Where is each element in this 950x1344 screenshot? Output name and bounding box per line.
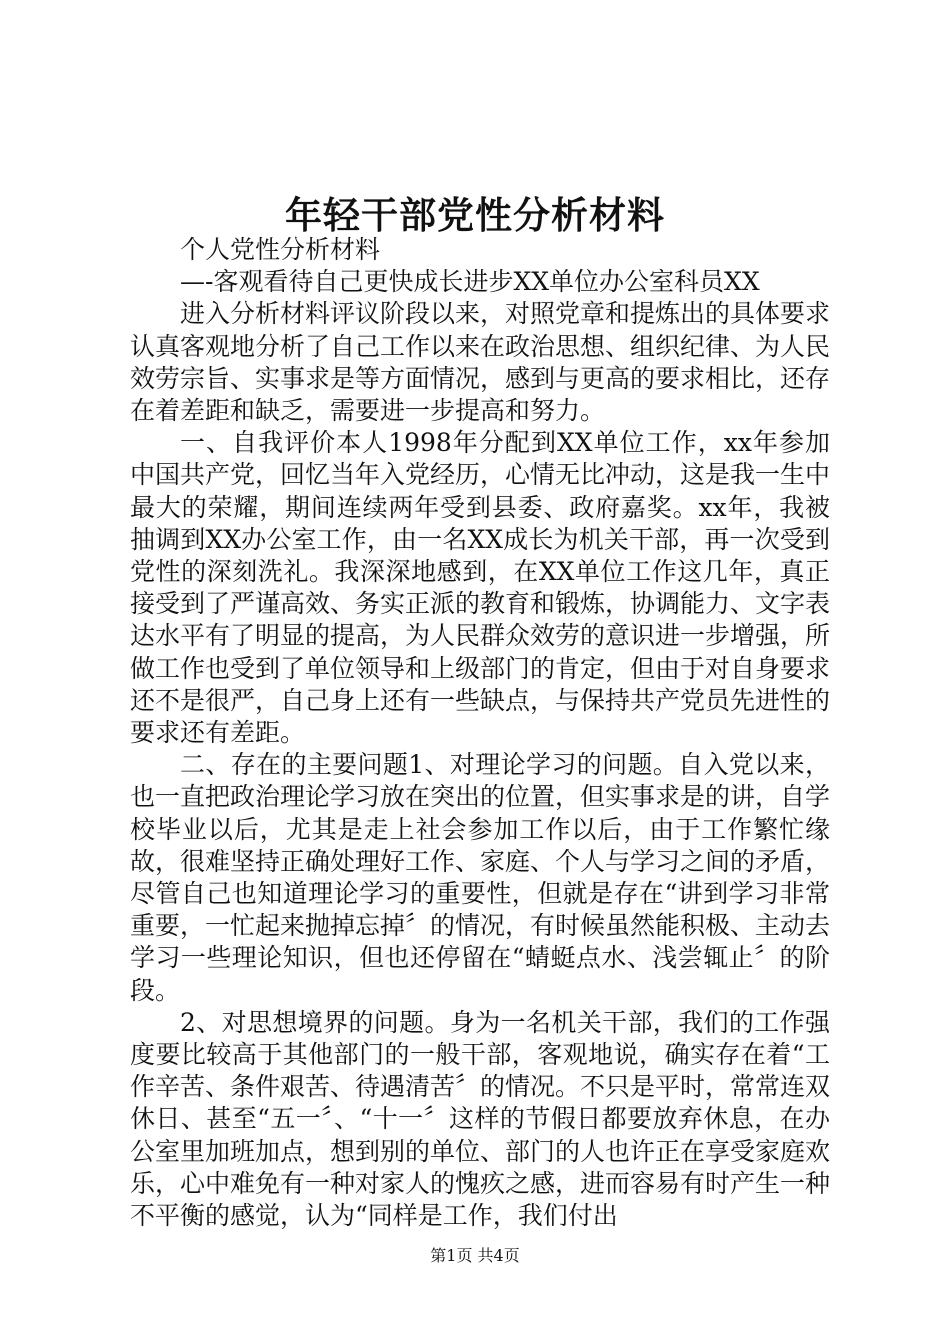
body-paragraph: 一、自我评价本人1998年分配到XX单位工作，xx年参加中国共产党，回忆当年入党经历，心情无比冲动，这是我一生中最大的荣耀，期间连续两年受到县委、政府嘉奖。xx年，我被抽调到XX办公室工作，由一名XX成长为机关干部，再一次受到党性的深刻洗礼。我深深地感到，在XX单位工作这几年，真正接受到了严谨高效、务实正派的教育和锻炼，协调能力、文字表达水平有了明显的提高，为人民群众效劳的意识进一步增强，所做工作也受到了单位领导和上级部门的肯定，但由于对自身要求还不是很严，自己身上还有一些缺点，与保持共产党员先进性的要求还有差距。 [130, 428, 831, 748]
document-body [130, 234, 830, 1232]
body-paragraph: 2、对思想境界的问题。身为一名机关干部，我们的工作强度要比较高于其他部门的一般干部，客观地说，确实存在着“工作辛苦、条件艰苦、待遇清苦〞的情况。不只是平时，常常连双休日、甚至“五一〞、“十一〞这样的节假日都要放弃休息，在办公室里加班加点，想到别的单位、部门的人也许正在享受家庭欢乐，心中难免有一种对家人的愧疚之感，进而容易有时产生一种不平衡的感觉，认为“同样是工作，我们付出 [130, 1007, 831, 1231]
body-paragraph: 进入分析材料评议阶段以来，对照党章和提炼出的具体要求认真客观地分析了自己工作以来在政治思想、组织纪律、为人民效劳宗旨、实事求是等方面情况，感到与更高的要求相比，还存在着差距和缺乏，需要进一步提高和努力。 [130, 299, 831, 426]
page-footer: 第1页 共4页 [430, 1246, 520, 1265]
subtitle-line: 个人党性分析材料 [180, 235, 381, 264]
subtitle-byline: —-客观看待自己更快成长进步XX单位办公室科员XX [180, 267, 760, 297]
body-paragraph: 二、存在的主要问题1、对理论学习的问题。自入党以来，也一直把政治理论学习放在突出的位置，但实事求是的讲，自学校毕业以后，尤其是走上社会参加工作以后，由于工作繁忙缘故，很难坚持正确处理好工作、家庭、个人与学习之间的矛盾，尽管自己也知道理论学习的重要性，但就是存在“讲到学习非常重要，一忙起来抛掉忘掉〞的情况，有时候虽然能积极、主动去学习一些理论知识，但也还停留在“蜻蜓点水、浅尝辄止〞的阶段。 [130, 750, 831, 1005]
document-title: 年轻干部党性分析材料 [285, 193, 665, 237]
